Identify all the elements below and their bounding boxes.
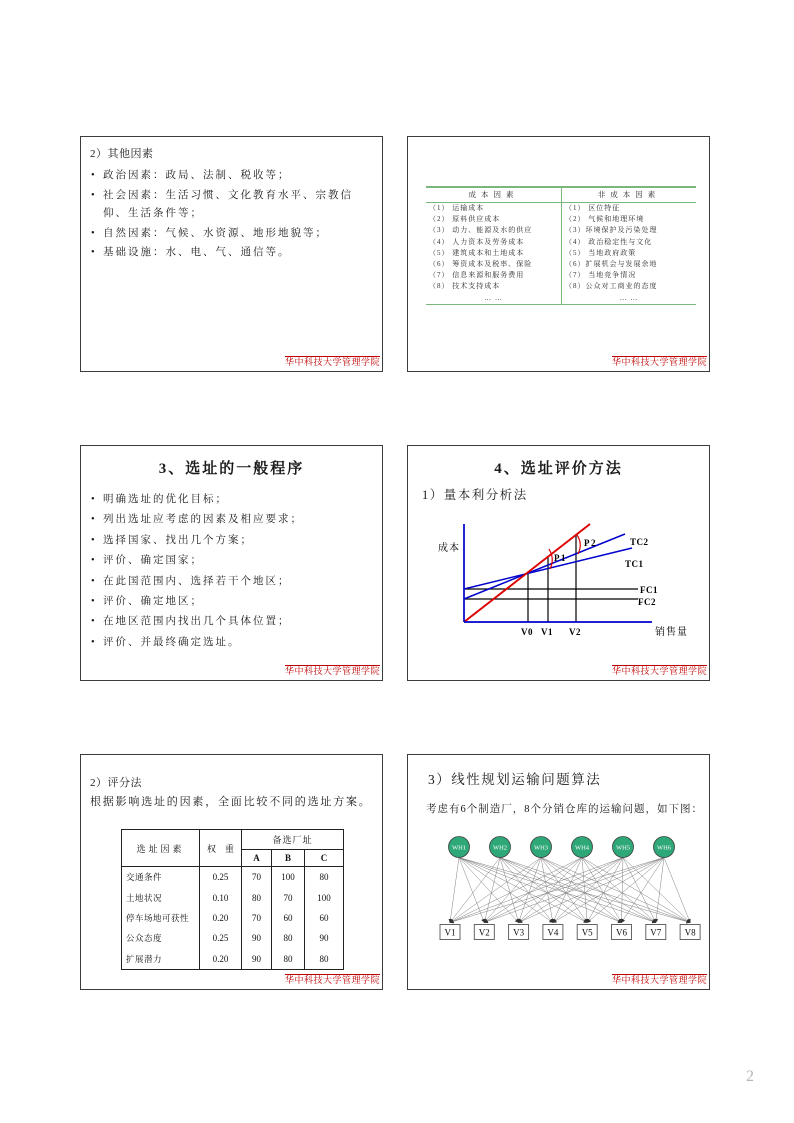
weight-cell: 0.20: [200, 949, 242, 970]
score-cell: 70: [272, 887, 305, 907]
slide-title: 4、选址评价方法: [494, 461, 623, 477]
slide-scoring-method: [80, 754, 383, 990]
destination-label: V1: [444, 927, 456, 938]
cost-item: （6） 筹资成本及税率、保险: [429, 260, 533, 269]
bullet-item: [90, 225, 375, 244]
bullet-item: [90, 187, 375, 224]
destination-label: V5: [581, 927, 593, 938]
site-group-header-cell: 备选厂址: [242, 830, 344, 850]
slide-footer: 华中科技大学管理学院: [611, 666, 707, 676]
destination-label: V4: [547, 927, 559, 938]
table-row: [122, 887, 344, 907]
slide-title: 3、选址的一般程序: [158, 461, 305, 477]
bullet-text: 自然因素：气候、水资源、地形地貌等；: [103, 227, 328, 239]
score-cell: 90: [242, 949, 272, 970]
bullet-text: 评价、确定地区；: [103, 596, 203, 608]
slide-selection-procedure: [80, 445, 383, 681]
slide-transport-problem: [407, 754, 710, 990]
slide-title: 3）线性规划运输问题算法: [428, 772, 602, 787]
page-number: 2: [746, 1068, 754, 1085]
bullet-text: 政治因素：政局、法制、税收等；: [103, 170, 291, 181]
score-cell: 100: [305, 887, 344, 907]
break-even-chart: [428, 516, 698, 646]
site-column-header: C: [305, 850, 344, 867]
table-row: [122, 908, 344, 928]
transport-edge: [553, 858, 664, 923]
bullet-item: [90, 510, 375, 529]
p2-brace-icon: [577, 535, 580, 554]
weight-cell: 0.25: [200, 867, 242, 888]
transport-edge: [587, 858, 623, 923]
cost-column: [426, 188, 561, 304]
transport-edge: [622, 858, 624, 923]
bullet-text: 评价、确定国家；: [103, 555, 203, 567]
noncost-item-ellipsis: … …: [619, 293, 639, 302]
noncost-item: （6）扩展机会与发展余地: [565, 260, 658, 269]
transport-edge: [459, 858, 553, 923]
transport-edge: [500, 858, 690, 923]
score-cell: 80: [305, 867, 344, 888]
transport-edge: [582, 858, 587, 923]
bullet-text: 在地区范围内找出几个具体位置；: [103, 616, 291, 628]
y-axis-label: 成本: [438, 543, 460, 554]
slide-footer: 华中科技大学管理学院: [611, 975, 707, 985]
transport-edge: [541, 858, 553, 923]
x-axis-label: 销售量: [655, 627, 688, 638]
tc1-label: TC1: [625, 559, 644, 569]
site-column-header: A: [242, 850, 272, 867]
destination-label: V7: [650, 927, 662, 938]
fc2-label: FC2: [638, 597, 656, 607]
cost-column-header: 成本因素: [426, 188, 561, 203]
score-cell: 60: [272, 908, 305, 928]
noncost-item: （5） 当地政府政策: [565, 248, 637, 257]
transport-edge: [582, 858, 656, 923]
slide-other-factors: [80, 136, 383, 372]
bullet-item: [90, 592, 375, 611]
score-cell: 80: [242, 887, 272, 907]
p2-label: P2: [584, 538, 597, 548]
slide-footer: 华中科技大学管理学院: [284, 357, 380, 367]
bullet-item: [90, 490, 375, 509]
noncost-item: （8）公众对工商业的态度: [565, 282, 658, 291]
v2-tick-label: V2: [569, 627, 581, 637]
slide-footer: 华中科技大学管理学院: [611, 357, 707, 367]
transport-edge: [484, 858, 500, 923]
noncost-column: [561, 188, 696, 304]
score-cell: 70: [242, 867, 272, 888]
scoring-table: [121, 829, 344, 970]
weight-header-cell: 权 重: [200, 830, 242, 867]
score-cell: 80: [305, 949, 344, 970]
bullet-item: [90, 572, 375, 591]
revenue-line: [464, 524, 590, 622]
transport-edge: [500, 858, 553, 923]
transport-edge: [459, 858, 484, 923]
bullet-item: [90, 531, 375, 550]
noncost-item: （1） 区位特征: [565, 204, 621, 212]
cost-item: （3） 动力、能源及水的供应: [429, 226, 533, 235]
v0-tick-label: V0: [521, 627, 533, 637]
score-cell: 80: [272, 949, 305, 970]
warehouse-label: WH2: [492, 844, 508, 852]
noncost-column-header: 非成本因素: [562, 188, 696, 203]
score-cell: 100: [272, 867, 305, 888]
factor-cell: 土地状况: [122, 887, 200, 907]
slide-title: 2）评分法: [90, 777, 142, 789]
score-cell: 80: [272, 928, 305, 948]
cost-item: （5） 建筑成本和土地成本: [429, 248, 525, 257]
slide-description: 根据影响选址的因素，全面比较不同的选址方案。: [90, 796, 372, 808]
v1-tick-label: V1: [541, 627, 553, 637]
cost-item: （4） 人力资本及劳务成本: [429, 237, 525, 246]
table-row: [122, 867, 344, 888]
p1-brace-icon: [549, 549, 552, 569]
transport-edge: [484, 858, 623, 923]
table-row: [122, 949, 344, 970]
bullet-text: 明确选址的优化目标；: [103, 494, 228, 505]
slide-footer: 华中科技大学管理学院: [284, 666, 380, 676]
noncost-item: （7） 当地竞争情况: [565, 271, 637, 280]
score-cell: 60: [305, 908, 344, 928]
factor-cell: 交通条件: [122, 867, 200, 888]
warehouse-label: WH5: [615, 844, 631, 852]
cost-factor-table: [426, 186, 696, 305]
slide-cost-factor-table: [407, 136, 710, 372]
bullet-text: 评价、并最终确定选址。: [103, 636, 241, 648]
transport-edge: [541, 858, 587, 923]
noncost-item: （3）环境保护及污染处理: [565, 226, 658, 235]
score-cell: 90: [305, 928, 344, 948]
weight-cell: 0.25: [200, 928, 242, 948]
p1-label: P1: [554, 553, 567, 563]
transport-network-svg: [433, 830, 710, 950]
factor-cell: 公众态度: [122, 928, 200, 948]
bullet-item: [90, 551, 375, 570]
destination-label: V8: [684, 927, 696, 938]
bullet-text: 在此国范围内、选择若干个地区；: [103, 575, 291, 587]
tc2-label: TC2: [630, 537, 649, 547]
transport-edge: [519, 858, 541, 923]
bullet-item: [90, 244, 375, 263]
noncost-item: （2） 气候和地理环境: [565, 215, 645, 224]
transport-edge: [519, 858, 623, 923]
slide-footer: 华中科技大学管理学院: [284, 975, 380, 985]
cost-item-ellipsis: … …: [484, 293, 503, 302]
cost-item: （1） 运输成本: [429, 204, 485, 212]
bullet-text: 基础设施：水、电、气、通信等。: [103, 247, 291, 258]
factor-header-cell: 选址因素: [122, 830, 200, 867]
destination-label: V2: [478, 927, 490, 938]
score-cell: 70: [242, 908, 272, 928]
cost-item: （2） 原料供应成本: [429, 215, 501, 224]
warehouse-label: WH6: [656, 844, 672, 852]
bullet-text: 社会因素：生活习惯、文化教育水平、宗教信仰、生活条件等；: [103, 189, 353, 219]
weight-cell: 0.20: [200, 908, 242, 928]
transport-edge: [656, 858, 664, 923]
factor-cell: 停车场地可获性: [122, 908, 200, 928]
warehouse-label: WH4: [574, 844, 590, 852]
scoring-table-wrap: [121, 829, 344, 970]
noncost-item: （4） 政治稳定性与文化: [565, 237, 653, 246]
factor-cell: 扩展潜力: [122, 949, 200, 970]
transport-edge: [500, 858, 622, 923]
destination-label: V3: [513, 927, 525, 938]
bullet-list: [90, 490, 375, 653]
warehouse-label: WH3: [533, 844, 549, 852]
slide-description: 考虑有6个制造厂，8个分销仓库的运输问题，如下图：: [426, 804, 703, 815]
cost-item: （8） 技术支持成本: [429, 282, 501, 291]
weight-cell: 0.10: [200, 887, 242, 907]
cost-item: （7） 信息来源和服务费用: [429, 271, 525, 280]
score-cell: 90: [242, 928, 272, 948]
site-column-header: B: [272, 850, 305, 867]
fc1-label: FC1: [640, 585, 658, 595]
destination-label: V6: [616, 927, 627, 938]
bullet-item: [90, 612, 375, 631]
bullet-list: [90, 167, 375, 264]
transport-edge: [450, 858, 541, 923]
table-row: [122, 928, 344, 948]
slide-evaluation-methods: [407, 445, 710, 681]
bullet-item: [90, 167, 375, 186]
bullet-item: [90, 633, 375, 652]
slide-subtitle: 1）量本利分析法: [422, 488, 528, 502]
bullet-text: 列出选址应考虑的因素及相应要求；: [103, 514, 303, 526]
bullet-text: 选择国家、找出几个方案；: [103, 534, 253, 546]
slide-title: 2）其他因素: [90, 148, 154, 160]
warehouse-label: WH1: [451, 844, 467, 852]
